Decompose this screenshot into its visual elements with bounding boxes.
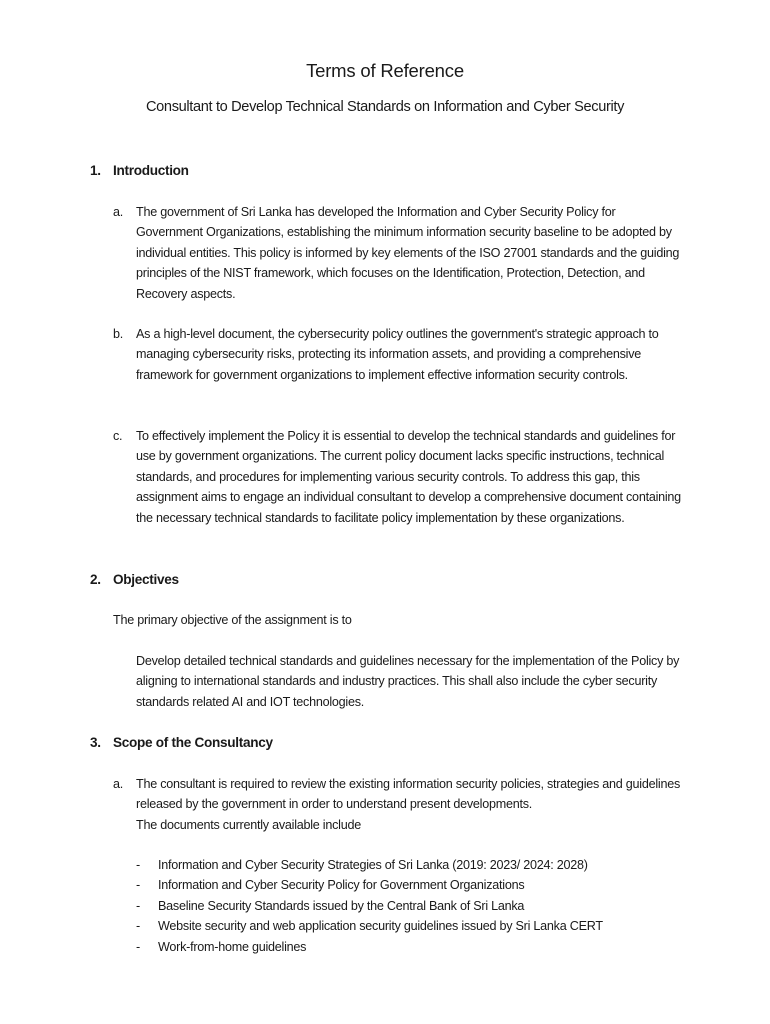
objectives-intro: The primary objective of the assignment is to: [113, 613, 352, 627]
list-item-text: Information and Cyber Security Policy for Government Organizations: [158, 878, 525, 893]
section-heading-objectives: [90, 570, 179, 590]
section-heading-introduction: [90, 161, 189, 181]
item-text: To effectively implement the Policy it is essential to develop the technical standards and guidelines for use by government organizations. The current policy document lacks specific instructions, technical standards, and procedures for implementing various security controls. To address this gap, this assignment aims to engage an individual consultant to develop a comprehensive document containing the necessary technical standards to facilitate policy implementation by these organizations.: [136, 429, 681, 525]
section-title: Objectives: [113, 572, 179, 587]
list-item: [136, 916, 696, 936]
section-number: 3.: [90, 735, 101, 750]
list-item-text: Baseline Security Standards issued by the Central Bank of Sri Lanka: [158, 898, 525, 913]
section-title: Introduction: [113, 163, 189, 178]
item-marker: c.: [113, 429, 123, 443]
documents-list: [136, 855, 696, 957]
item-marker: b.: [113, 327, 124, 341]
list-item-text: Website security and web application security guidelines issued by Sri Lanka CERT: [158, 919, 603, 934]
scope-item-a: [113, 774, 685, 835]
item-marker: a.: [113, 205, 124, 219]
list-item: [136, 855, 696, 875]
bullet-dash: -: [136, 919, 140, 934]
bullet-dash: -: [136, 898, 140, 913]
item-marker: a.: [113, 777, 124, 791]
item-text: The consultant is required to review the existing information security policies, strategies and guidelines released by the government in order to understand present developments.: [136, 777, 681, 812]
introduction-item-c: [113, 426, 685, 528]
section-heading-scope: [90, 733, 273, 753]
list-item: [136, 896, 696, 916]
bullet-dash: -: [136, 858, 140, 872]
list-item-text: Information and Cyber Security Strategies of Sri Lanka (2019: 2023/ 2024: 2028): [158, 858, 588, 872]
section-number: 1.: [90, 163, 101, 178]
objectives-detail: Develop detailed technical standards and guidelines necessary for the implementation of the Policy by aligning to international standards and industry practices. This shall also include the cyber security standards related AI and IOT technologies.: [136, 654, 680, 709]
list-item-text: Work-from-home guidelines: [158, 939, 307, 954]
document-subtitle: Consultant to Develop Technical Standards on Information and Cyber Security: [145, 99, 625, 115]
bullet-dash: -: [136, 939, 140, 954]
list-item: [136, 875, 696, 895]
item-text: The government of Sri Lanka has developed the Information and Cyber Security Policy for Government Organizations, establishing the minimum information security baseline to be adopted by individual entities. This policy is informed by key elements of the ISO 27001 standards and the guiding principles of the NIST framework, which focuses on the Identification, Protection, Detection, and Recovery aspects.: [136, 205, 680, 301]
section-title: Scope of the Consultancy: [113, 735, 273, 750]
item-text: As a high-level document, the cybersecurity policy outlines the government's strategic approach to managing cybersecurity risks, protecting its information assets, and providing a comprehensive framework for government organizations to implement effective information security controls.: [136, 327, 659, 382]
documents-intro: The documents currently available include: [136, 817, 361, 832]
introduction-item-b: [113, 324, 685, 385]
introduction-item-a: [113, 202, 685, 304]
bullet-dash: -: [136, 878, 140, 893]
list-item: [136, 937, 696, 957]
document-title: Terms of Reference: [306, 60, 464, 81]
section-number: 2.: [90, 572, 101, 587]
